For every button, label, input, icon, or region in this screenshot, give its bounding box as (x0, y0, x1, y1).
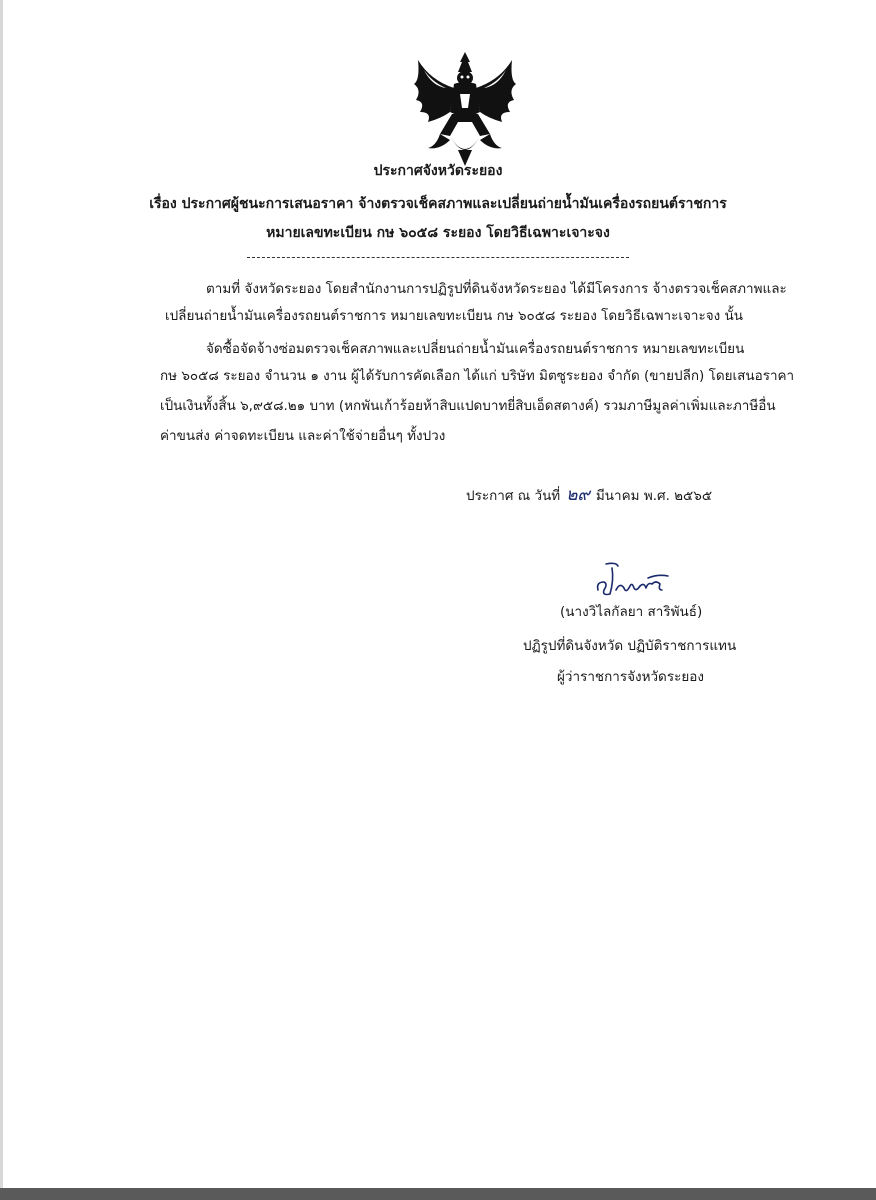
body-line-1: ตามที่ จังหวัดระยอง โดยสำนักงานการปฏิรูปที่ดินจังหวัดระยอง ได้มีโครงการ จ้างตรวจเช็คสภาพและ (206, 281, 787, 297)
announcement-date (466, 481, 712, 508)
date-prefix: ประกาศ ณ วันที่ (466, 488, 561, 504)
garuda-emblem-icon (410, 50, 520, 168)
body-line-5: เป็นเงินทั้งสิ้น ๖,๙๕๘.๒๑ บาท (หกพันเก้าร้อยห้าสิบแปดบาทยี่สิบเอ็ดสตางค์) รวมภาษีมูลค่าเพิ่มและภาษีอื่น (160, 398, 776, 414)
document-title: ประกาศจังหวัดระยอง (373, 163, 503, 179)
body-line-2: เปลี่ยนถ่ายน้ำมันเครื่องรถยนต์ราชการ หมายเลขทะเบียน กษ ๖๐๕๘ ระยอง โดยวิธีเฉพาะเจาะจง นั้น (165, 308, 743, 324)
signer-name: (นางวิไลกัลยา สาริพันธ์) (560, 604, 703, 620)
body-line-3: จัดซื้อจัดจ้างซ่อมตรวจเช็คสภาพและเปลี่ยนถ่ายน้ำมันเครื่องรถยนต์ราชการ หมายเลขทะเบียน (206, 341, 745, 357)
body-line-4: กษ ๖๐๕๘ ระยอง จำนวน ๑ งาน ผู้ได้รับการคัดเลือก ได้แก่ บริษัท มิตซูระยอง จำกัด (ขายปลีก) โดยเสนอราคา (160, 368, 795, 384)
dashed-divider (247, 257, 629, 258)
subject-line-1: เรื่อง ประกาศผู้ชนะการเสนอราคา จ้างตรวจเช็คสภาพและเปลี่ยนถ่ายน้ำมันเครื่องรถยนต์ราชการ (149, 196, 727, 212)
scan-footer-bar (0, 1188, 876, 1200)
signer-position-2: ผู้ว่าราชการจังหวัดระยอง (557, 669, 704, 685)
body-line-6: ค่าขนส่ง ค่าจดทะเบียน และค่าใช้จ่ายอื่นๆ ทั้งปวง (160, 428, 446, 444)
date-suffix: มีนาคม พ.ศ. ๒๕๖๕ (595, 488, 713, 504)
signer-position-1: ปฏิรูปที่ดินจังหวัด ปฏิบัติราชการแทน (523, 638, 737, 654)
subject-line-2: หมายเลขทะเบียน กษ ๖๐๕๘ ระยอง โดยวิธีเฉพาะเจาะจง (266, 225, 610, 241)
handwritten-signature (588, 560, 672, 602)
date-day-handwritten: ๒๙ (566, 485, 590, 505)
